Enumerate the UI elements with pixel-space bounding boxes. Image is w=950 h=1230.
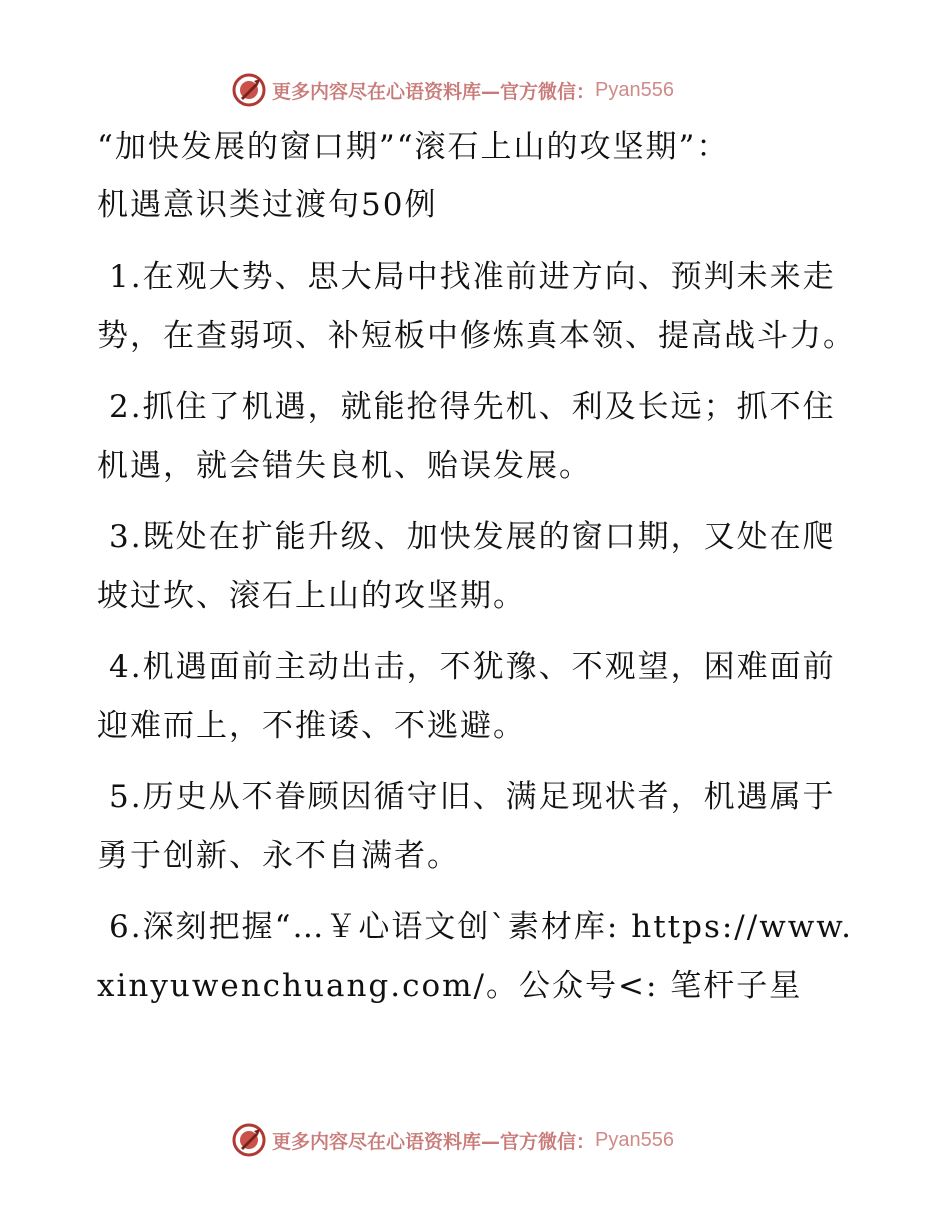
list-item-3: 3.既处在扩能升级、加快发展的窗口期，又处在爬坡过坎、滚石上山的攻坚期。 bbox=[97, 519, 836, 614]
document-title bbox=[97, 118, 857, 234]
watermark-wechat-id: Pyan556 bbox=[595, 78, 674, 101]
watermark-wechat-id: Pyan556 bbox=[595, 1128, 674, 1151]
pen-logo-icon bbox=[232, 73, 266, 107]
list-item-5: 5.历史从不眷顾因循守旧、满足现状者，机遇属于勇于创新、永不自满者。 bbox=[97, 779, 836, 874]
footer-watermark bbox=[232, 1120, 674, 1160]
title-line-1: “加快发展的窗口期”“滚石上山的攻坚期”： bbox=[97, 129, 730, 165]
header-watermark bbox=[232, 70, 674, 110]
list-item-2: 2.抓住了机遇，就能抢得先机、利及长远；抓不住机遇，就会错失良机、贻误发展。 bbox=[97, 389, 836, 484]
pen-logo-icon bbox=[232, 1123, 266, 1157]
title-line-2: 机遇意识类过渡句50例 bbox=[97, 187, 438, 223]
list-item-1: 1.在观大势、思大局中找准前进方向、预判未来走势，在查弱项、补短板中修炼真本领、提高战斗力。 bbox=[97, 259, 856, 354]
list-item-6: 6.深刻把握“…￥心语文创`素材库: https://www.xinyuwenchuang.com/。公众号<: 笔杆子星 bbox=[97, 909, 853, 1004]
watermark-text: 更多内容尽在心语资料库—官方微信： bbox=[272, 80, 596, 103]
document-body bbox=[97, 118, 857, 1028]
list-item-4: 4.机遇面前主动出击，不犹豫、不观望，困难面前迎难而上，不推诿、不逃避。 bbox=[97, 649, 836, 744]
watermark-text: 更多内容尽在心语资料库—官方微信： bbox=[272, 1130, 596, 1153]
